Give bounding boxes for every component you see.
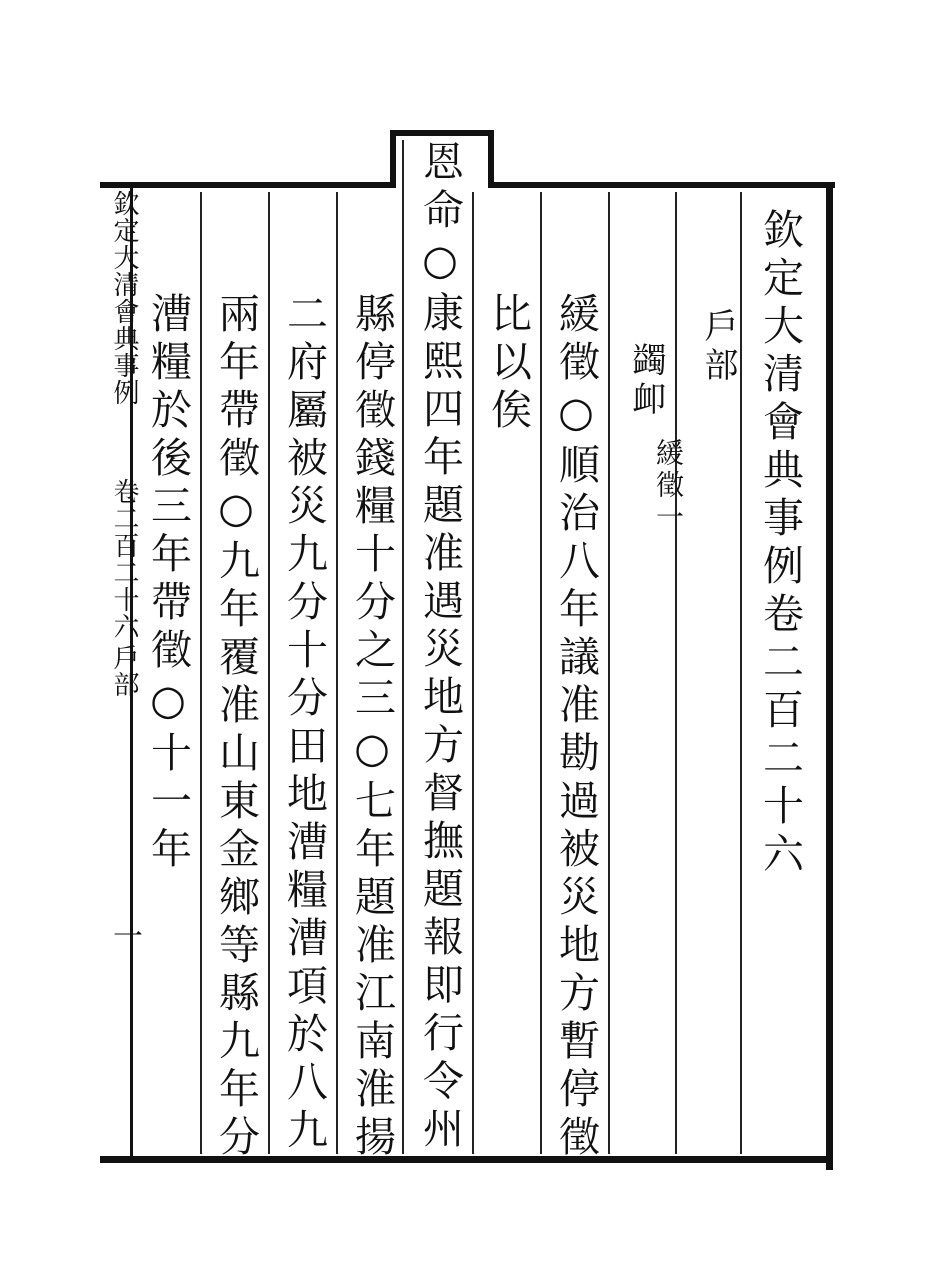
column-rule — [472, 192, 474, 1154]
text-column: 兩年帶徵○九年覆准山東金鄉等縣九年分 — [212, 292, 260, 1163]
frame-tab-right — [488, 130, 494, 188]
column-rule — [608, 192, 610, 1154]
margin-department: 戶部 — [109, 644, 139, 698]
column-rule — [336, 192, 338, 1154]
text-column: 漕糧於後三年帶徵○十一年 — [144, 292, 192, 875]
column-rule — [200, 192, 202, 1154]
document-title: 欽定大清會典事例卷二百二十六 — [756, 208, 804, 880]
department-heading: 戶部 — [698, 308, 738, 386]
text-column: 恩命○康熙四年題准遇災地方督撫題報即行令州 — [416, 140, 464, 1155]
column-rule — [675, 192, 677, 1154]
column-rule — [402, 140, 404, 1154]
column-rule — [540, 192, 542, 1154]
margin-title: 欽定大清會典事例 — [109, 190, 139, 406]
text-column: 緩徵○順治八年議准勘過被災地方暫停徵 — [552, 292, 600, 1163]
text-column: 縣停徵錢糧十分之三○七年題准江南淮揚 — [348, 292, 396, 1163]
frame-bottom — [100, 1156, 833, 1163]
frame-top-left — [100, 182, 396, 188]
frame-tab-top — [390, 130, 494, 136]
text-column: 二府屬被災九分十分田地漕糧漕項於八九 — [280, 292, 328, 1156]
page-number: 一 — [107, 920, 142, 951]
frame-top-right — [490, 182, 835, 188]
subsection-heading: 緩徵一 — [652, 438, 685, 534]
frame-right — [826, 182, 833, 1170]
frame-tab-left — [390, 130, 396, 188]
column-rule — [268, 192, 270, 1154]
text-column: 比以俟 — [484, 292, 532, 436]
margin-volume: 卷二百二十六 — [109, 478, 139, 640]
section-heading: 蠲卹 — [626, 342, 666, 420]
